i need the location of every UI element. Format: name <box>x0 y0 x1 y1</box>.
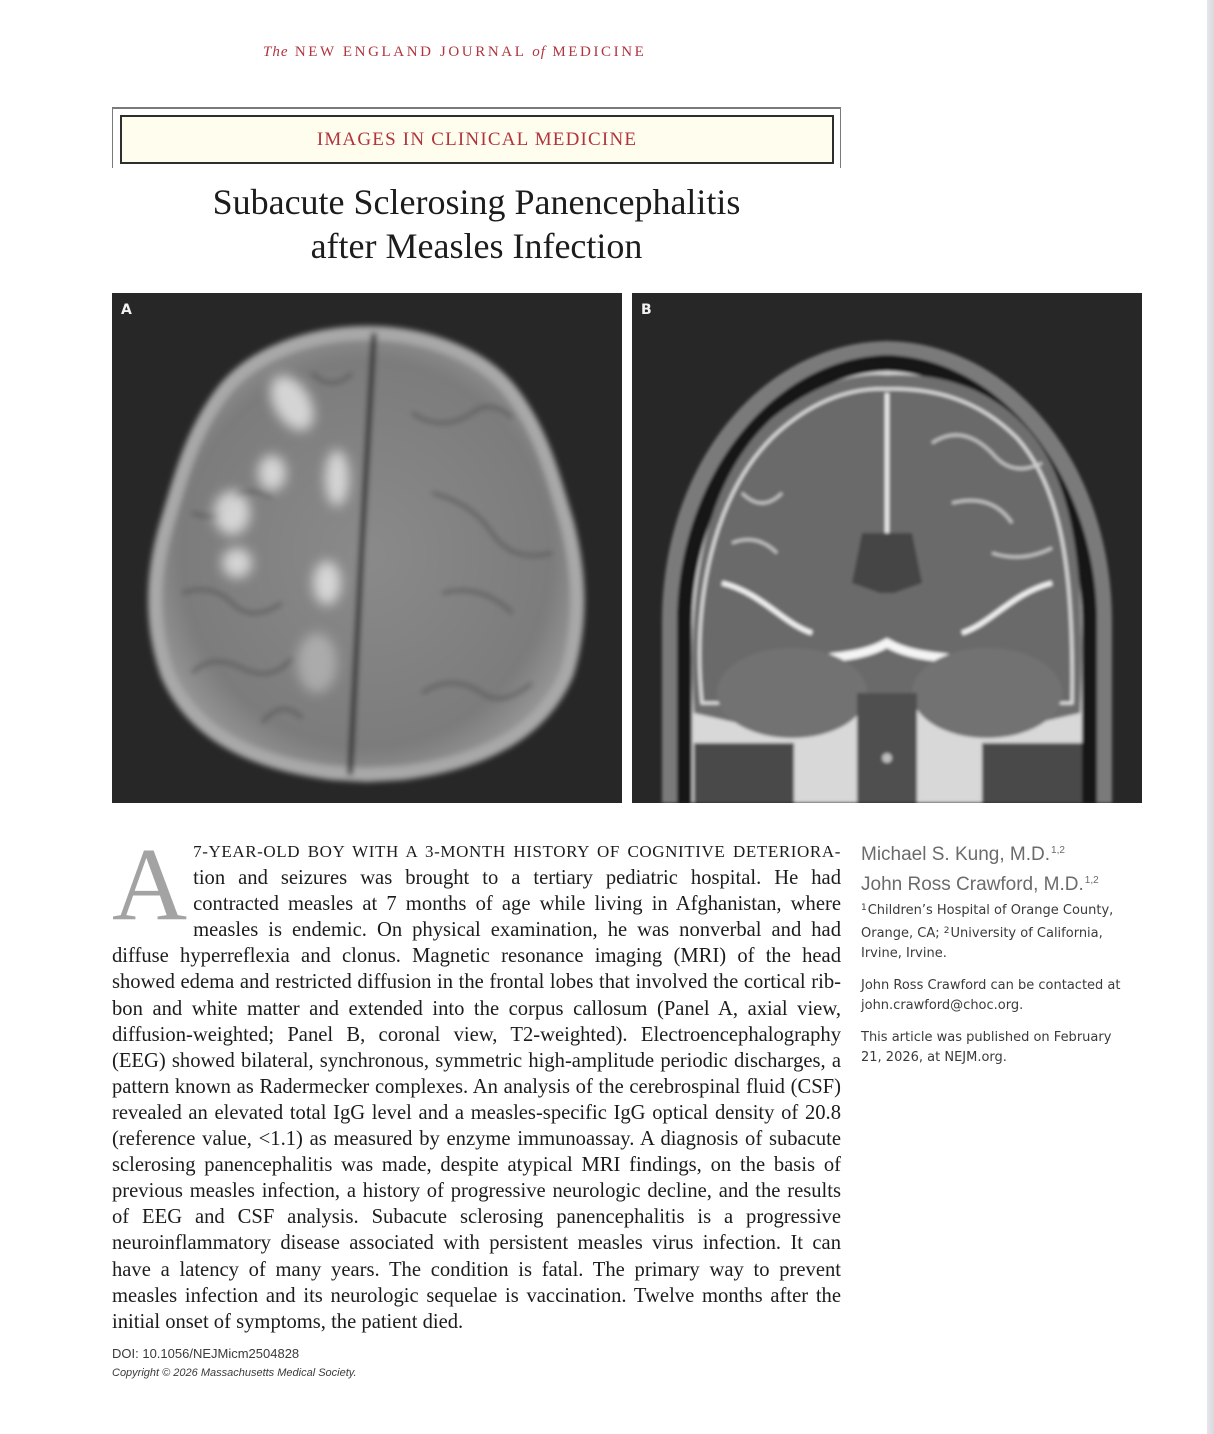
author-2 <box>861 868 1133 898</box>
contact-note: John Ross Crawford can be contacted at john.crawford@choc.org. <box>861 978 1121 1013</box>
case-description <box>112 827 841 1335</box>
affiliation-1-marker: 1 <box>861 903 867 913</box>
author-1-affiliations: 1,2 <box>1051 845 1065 856</box>
author-1 <box>861 838 1133 868</box>
publication-note: This article was published on February 21, 2026, at NEJM.org. <box>861 1030 1112 1065</box>
affiliation-2: University of California, Irvine, Irvine. <box>861 926 1103 961</box>
journal-prefix: The <box>263 44 289 60</box>
affiliations <box>861 898 1133 964</box>
copyright: Copyright © 2026 Massachusetts Medical Society. <box>112 1367 357 1379</box>
doi[interactable]: DOI: 10.1056/NEJMicm2504828 <box>112 1346 300 1361</box>
article-title <box>112 180 841 268</box>
figure-panel-a <box>112 293 622 803</box>
section-banner <box>120 115 834 164</box>
scrollbar[interactable] <box>1207 0 1214 1434</box>
mri-axial-image <box>112 293 622 803</box>
panel-label-b: B <box>641 302 652 318</box>
lead-in-smallcaps: 7-YEAR-OLD BOY WITH A 3-MONTH HISTORY OF COGNITIVE DETERIORA- <box>193 842 841 861</box>
author-sidebar <box>861 838 1133 1068</box>
title-line-1: Subacute Sclerosing Panencephalitis <box>212 182 741 222</box>
panel-label-a: A <box>121 302 132 318</box>
author-2-name: John Ross Crawford, M.D. <box>861 874 1084 895</box>
author-2-affiliations: 1,2 <box>1084 875 1099 886</box>
journal-header <box>263 44 703 61</box>
figure-panel-b <box>632 293 1142 803</box>
affiliation-1: Children’s Hospital of Orange County, Orange, CA; <box>861 903 1114 941</box>
drop-cap: A <box>112 827 188 942</box>
journal-name-part1: NEW ENGLAND JOURNAL <box>294 44 526 60</box>
affiliation-2-marker: 2 <box>943 926 950 936</box>
title-line-2: after Measles Infection <box>310 226 643 266</box>
section-label: IMAGES IN CLINICAL MEDICINE <box>316 128 638 150</box>
journal-of: of <box>532 44 546 60</box>
body-paragraph: tion and seizures was brought to a tertiary pediatric hospital. He had contracted measles at 7 months of age while living in Afghanistan, where measles is endemic. On physical examination, he was nonverbal and had diffuse hyperreflexia and clonus. Magnetic resonance imaging (MRI) of the head showed edema and restricted diffusion in the frontal lobes that involved the cortical ribbon and white matter and extended into the corpus callosum (Panel A, axial view, diffusion-weighted; Panel B, coronal view, T2-weighted). Electroencephalography (EEG) showed bilateral, synchronous, symmetric high-amplitude periodic discharges, a pattern known as Radermecker complexes. An analysis of the cerebrospinal fluid (CSF) revealed an elevated total IgG level and a measles-specific IgG optical density of 20.8 (reference value, <1.1) as measured by enzyme immunoassay. A diagnosis of subacute sclerosing panencephalitis was made, despite atypical MRI findings, on the basis of previous measles infection, a history of progressive neurologic decline, and the results of EEG and CSF analysis. Subacute sclerosing panencephalitis is a progressive neuroinflammatory disease associated with persistent measles virus infection. It can have a latency of many years. The condition is fatal. The primary way to prevent measles infection and its neurologic sequelae is vaccination. Twelve months after the initial onset of symptoms, the patient died. <box>112 867 841 1333</box>
journal-name-part2: MEDICINE <box>552 44 647 60</box>
mri-coronal-image <box>632 293 1142 803</box>
author-1-name: Michael S. Kung, M.D. <box>861 844 1051 865</box>
